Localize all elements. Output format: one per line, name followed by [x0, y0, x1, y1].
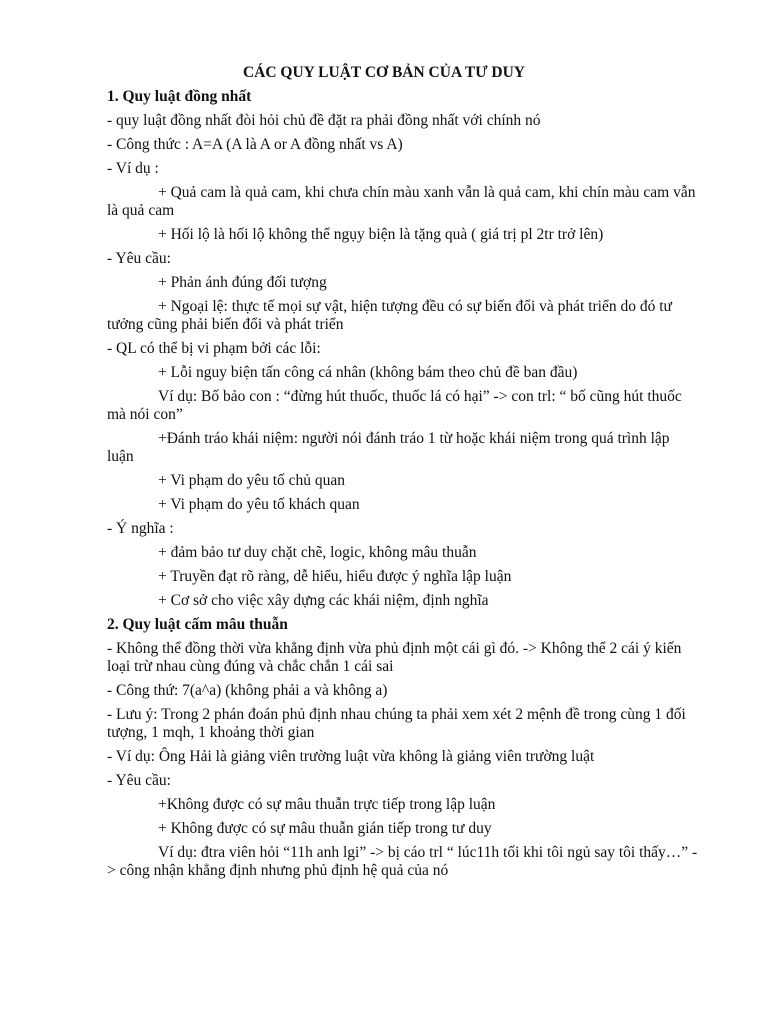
paragraph: + Cơ sở cho việc xây dựng các khái niệm, định nghĩa: [158, 592, 489, 609]
paragraph: + Lỗi nguy biện tấn công cá nhân (không bám theo chủ đề ban đầu): [158, 364, 578, 381]
paragraph: - QL có thể bị vi phạm bởi các lỗi:: [107, 340, 321, 357]
paragraph: - Công thứ: 7(a^a) (không phải a và không a): [107, 682, 388, 699]
paragraph: +Đánh tráo khái niệm: người nói đánh tráo 1 từ hoặc khái niệm trong quá trình lập luận: [107, 430, 670, 465]
section-2-heading: 2. Quy luật cấm mâu thuẫn: [107, 616, 288, 633]
section-1-heading: 1. Quy luật đồng nhất: [107, 88, 252, 105]
paragraph: + đảm bảo tư duy chặt chẽ, logic, không mâu thuẫn: [158, 544, 477, 561]
paragraph: - Yêu cầu:: [107, 772, 171, 789]
paragraph: Ví dụ: đtra viên hỏi “11h anh lgi” -> bị cáo trl “ lúc11h tối khi tôi ngủ say tôi thấy…” -> công nhận khẳng định nhưng phủ định hệ quả của nó: [107, 844, 698, 879]
paragraph: + Vi phạm do yêu tố khách quan: [158, 496, 360, 513]
paragraph: - Ví dụ: Ông Hải là giảng viên trường luật vừa không là giảng viên trường luật: [107, 748, 595, 765]
paragraph: Ví dụ: Bố bảo con : “đừng hút thuốc, thuốc lá có hại” -> con trl: “ bố cũng hút thuốc mà nói con”: [107, 388, 682, 423]
paragraph: + Truyền đạt rõ ràng, dễ hiểu, hiểu được ý nghĩa lập luận: [158, 568, 512, 585]
paragraph: - Ví dụ :: [107, 160, 159, 177]
paragraph: + Không được có sự mâu thuẫn gián tiếp trong tư duy: [158, 820, 492, 837]
paragraph: + Hối lộ là hối lộ không thể ngụy biện là tặng quà ( giá trị pl 2tr trở lên): [158, 226, 604, 243]
document-title: CÁC QUY LUẬT CƠ BẢN CỦA TƯ DUY: [242, 64, 526, 81]
paragraph: + Phản ánh đúng đối tượng: [158, 274, 327, 291]
paragraph: + Vi phạm do yêu tố chủ quan: [158, 472, 346, 489]
paragraph: + Quả cam là quả cam, khi chưa chín màu xanh vẫn là quả cam, khi chín màu cam vẫn là quả cam: [107, 184, 696, 219]
paragraph: - Không thể đồng thời vừa khẳng định vừa phủ định một cái gì đó. -> Không thể 2 cái ý kiến loại trừ nhau cùng đúng và chắc chắn 1 cái sai: [107, 640, 682, 675]
paragraph: +Không được có sự mâu thuẫn trực tiếp trong lập luận: [158, 796, 496, 813]
paragraph: - Công thức : A=A (A là A or A đồng nhất vs A): [107, 136, 403, 153]
paragraph: - quy luật đồng nhất đòi hỏi chủ đề đặt ra phải đồng nhất với chính nó: [107, 112, 541, 129]
paragraph: - Yêu cầu:: [107, 250, 171, 267]
paragraph: - Ý nghĩa :: [107, 520, 174, 537]
paragraph: - Lưu ý: Trong 2 phán đoán phủ định nhau chúng ta phải xem xét 2 mệnh đề trong cùng 1 đối tượng, 1 mqh, 1 khoảng thời gian: [107, 706, 686, 741]
paragraph: + Ngoại lệ: thực tế mọi sự vật, hiện tượng đều có sự biến đổi và phát triển do đó tư tưởng cũng phải biến đổi và phát triển: [107, 298, 672, 333]
